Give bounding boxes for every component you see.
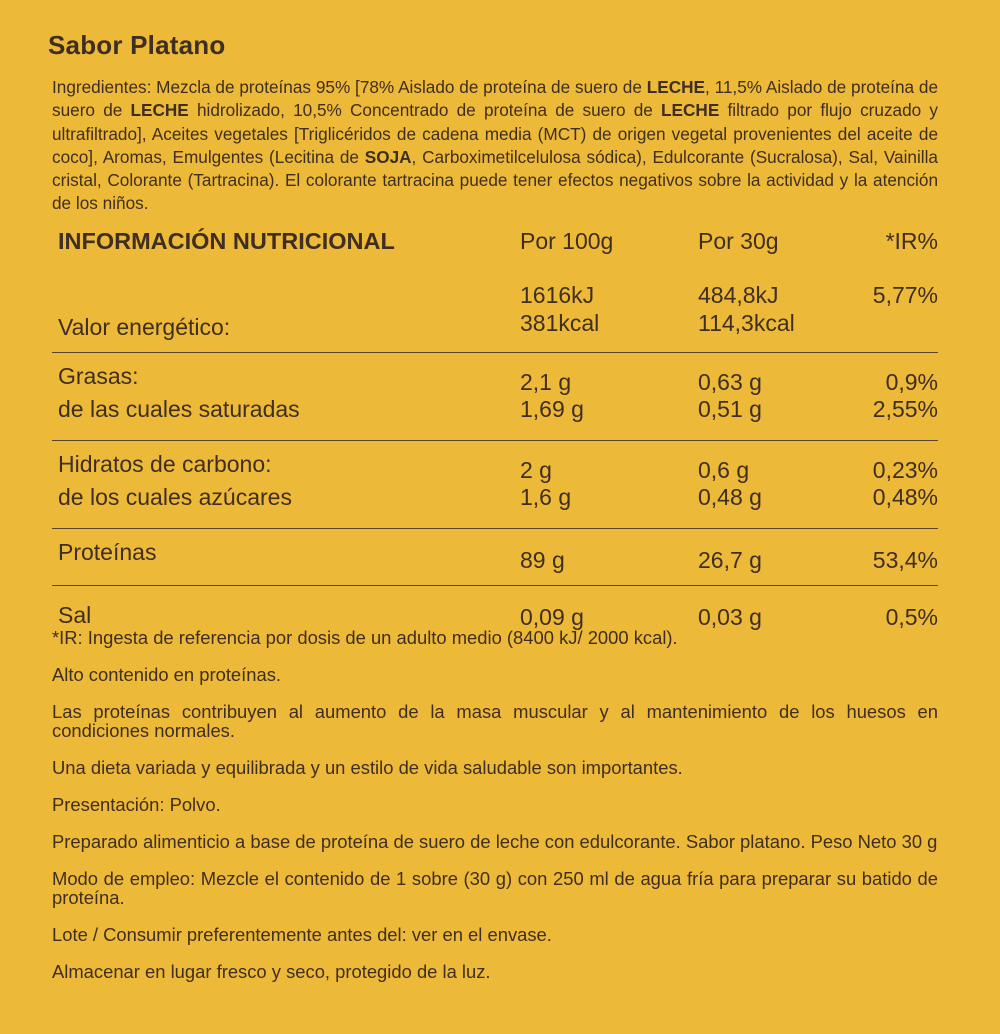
saturated-ir: 2,55% (872, 396, 938, 422)
nutrition-header-row (52, 222, 938, 282)
ir-footnote: *IR: Ingesta de referencia por dosis de un adulto medio (8400 kJ/ 2000 kcal). (52, 627, 678, 648)
protein-label: Proteínas (52, 529, 520, 586)
protein-per100: 89 g (520, 529, 698, 586)
carbs-label: Hidratos de carbono: (52, 441, 520, 485)
salt-per30: 0,03 g (698, 586, 868, 643)
storage-instructions: Almacenar en lugar fresco y seco, protegido de la luz. (52, 961, 491, 982)
ingredients-text (52, 76, 938, 216)
energy-per30-kcal: 114,3kcal (698, 310, 795, 336)
allergen-milk: LECHE (646, 77, 705, 97)
nutrition-header-label: INFORMACIÓN NUTRICIONAL (58, 228, 395, 254)
product-title: Sabor Platano (48, 30, 226, 60)
presentation: Presentación: Polvo. (52, 794, 221, 815)
sugars-ir: 0,48% (872, 484, 938, 510)
ingredients-segment: hidrolizado, 10,5% Concentrado de proteína de suero de (188, 100, 662, 121)
ingredients-segment: , Carboximetilcelulosa sódica), Edulcorante (Sucralosa), Sal, Vainilla cristal, Colorante (Tartracina). El colorante tartracina puede tener efectos negativos sobre la actividad y la atención de los niños. (52, 146, 938, 214)
sugars-per100: 1,6 g (520, 484, 572, 510)
nutrition-table (52, 222, 938, 642)
sugars-per30: 0,48 g (698, 484, 762, 510)
allergen-milk: LECHE (661, 100, 720, 121)
fat-ir: 0,9% (868, 353, 938, 397)
nutrition-header-per100: Por 100g (520, 228, 614, 254)
nutrition-header-ir: *IR% (885, 228, 938, 254)
nutrition-header-per30: Por 30g (698, 228, 779, 254)
fat-per100: 2,1 g (520, 353, 698, 397)
allergen-soy: SOJA (364, 146, 412, 167)
energy-label: Valor energético: (58, 314, 231, 340)
carbs-per100: 2 g (520, 441, 698, 485)
saturated-per30: 0,51 g (698, 396, 762, 422)
fat-label: Grasas: (52, 353, 520, 397)
notes-section (52, 628, 938, 999)
product-description: Preparado alimenticio a base de proteína de suero de leche con edulcorante. Sabor platano. Peso Neto 30 g (52, 831, 938, 852)
energy-per100-kcal: 381kcal (520, 310, 600, 336)
saturated-row (52, 396, 938, 441)
carbs-row (52, 441, 938, 485)
saturated-label: de las cuales saturadas (58, 396, 300, 422)
ingredients-segment: , 11,5% Aislado de proteína de suero de (52, 77, 939, 121)
protein-ir: 53,4% (868, 529, 938, 586)
ingredients-segment: Ingredientes: Mezcla de proteínas 95% [78% Aislado de proteína de suero de (52, 77, 647, 97)
usage-instructions: Modo de empleo: Mezcle el contenido de 1 sobre (30 g) con 250 ml de agua fría para preparar su batido de proteína. (52, 868, 938, 908)
ingredients-segment: filtrado por flujo cruzado y ultrafiltrado], Aceites vegetales [Triglicéridos de cadena media (MCT) de origen vegetal provenientes del aceite de coco], Aromas, Emulgentes (Lecitina de (52, 100, 939, 167)
energy-ir: 5,77% (872, 282, 938, 308)
energy-per30-kj: 484,8kJ (698, 282, 779, 308)
protein-row (52, 529, 938, 586)
energy-row-kcal (52, 310, 938, 353)
fat-per30: 0,63 g (698, 353, 868, 397)
salt-per100: 0,09 g (520, 586, 698, 643)
batch-expiry: Lote / Consumir preferentemente antes del: ver en el envase. (52, 924, 552, 945)
energy-per100-kj: 1616kJ (520, 282, 595, 308)
saturated-per100: 1,69 g (520, 396, 584, 422)
protein-per30: 26,7 g (698, 529, 868, 586)
energy-row-kj (52, 282, 938, 310)
fat-row (52, 353, 938, 397)
sugars-row (52, 484, 938, 529)
carbs-per30: 0,6 g (698, 441, 868, 485)
claim-high-protein: Alto contenido en proteínas. (52, 664, 282, 685)
allergen-milk: LECHE (130, 100, 189, 121)
carbs-ir: 0,23% (868, 441, 938, 485)
diet-advice: Una dieta variada y equilibrada y un estilo de vida saludable son importantes. (52, 757, 683, 778)
claim-protein-benefit: Las proteínas contribuyen al aumento de la masa muscular y al mantenimiento de los huesos en condiciones normales. (52, 701, 938, 741)
sugars-label: de los cuales azúcares (58, 484, 292, 510)
salt-label: Sal (52, 586, 520, 643)
salt-ir: 0,5% (868, 586, 938, 643)
